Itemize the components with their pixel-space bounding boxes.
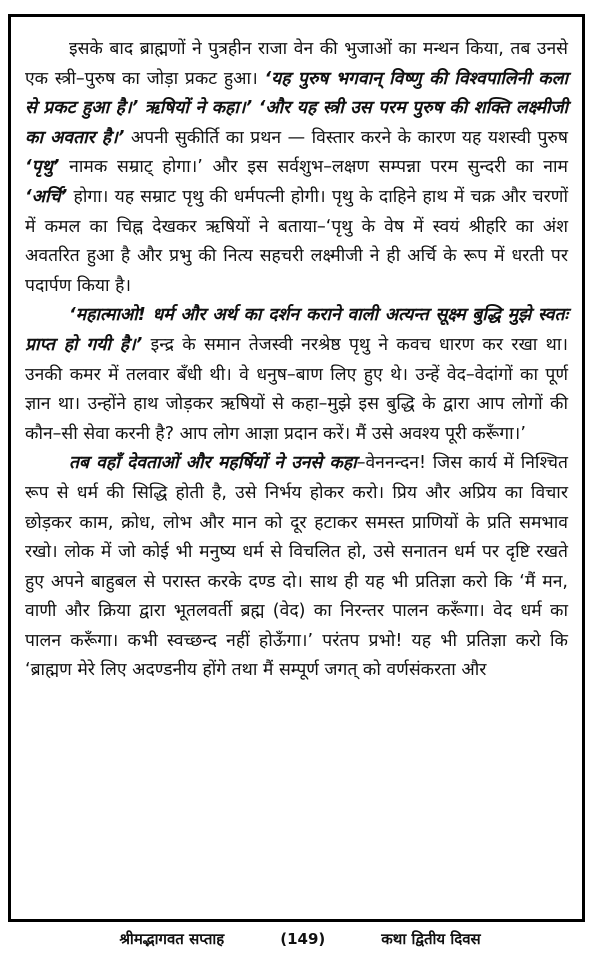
emphasized-quote: ‘यह पुरुष भगवान् विष्णु की विश्वपालिनी कला से प्रकट हुआ है।’ ऋषियों ने कहा।’ ‘और यह स्त्री उस परम पुरुष की शक्ति लक्ष्मीजी का अवतार है।’	[25, 68, 568, 148]
footer-book-title: श्रीमद्भागवत सप्ताह	[119, 930, 225, 948]
text-run: नामक सम्राट् होगा।’ और इस सर्वशुभ–लक्षण सम्पन्ना परम सुन्दरी का नाम	[59, 157, 568, 178]
emphasized-quote: ‘पृथु’	[25, 157, 60, 178]
emphasized-quote: ‘अर्चि’	[25, 186, 68, 207]
page-footer	[0, 924, 600, 954]
paragraph	[25, 35, 568, 301]
text-run: –वेननन्दन! जिस कार्य में निश्चित रूप से धर्म की सिद्धि होती है, उसे निर्भय होकर करो। प्रिय और अप्रिय का विचार छोड़कर काम, क्रोध, लोभ और मान को दूर हटाकर समस्त प्राणियों के प्रति समभाव रखो। लोक में जो कोई भी मनुष्य धर्म से विचलित हो, उसे सनातन धर्म पर दृष्टि रखते हुए अपने बाहुबल से परास्त करके दण्ड दो। साथ ही यह भी प्रतिज्ञा करो कि ‘मैं मन, वाणी और क्रिया द्वारा भूतलवर्ती ब्रह्म (वेद) का निरन्तर पालन करूँगा। वेद धर्म का पालन करूँगा। कभी स्वच्छन्द नहीं होऊँगा।’ परंतप प्रभो! यह भी प्रतिज्ञा करो कि ‘ब्राह्मण मेरे लिए अदण्डनीय होंगे तथा मैं सम्पूर्ण जगत् को वर्णसंकरता और	[25, 453, 568, 681]
emphasized-quote: ‘महात्माओ! धर्म और अर्थ का दर्शन कराने वाली अत्यन्त सूक्ष्म बुद्धि मुझे स्वतः प्राप्त हो गयी है।’	[25, 305, 568, 355]
text-run: इन्द्र के समान तेजस्वी नरश्रेष्ठ पृथु ने कवच धारण कर रखा था। उनकी कमर में तलवार बँधी थी। वे धनुष–बाण लिए हुए थे। उन्हें वेद–वेदांगों का पूर्ण ज्ञान था। उन्होंने हाथ जोड़कर ऋषियों से कहा–मुझे इस बुद्धि के द्वारा आप लोगों की कौन–सी सेवा करनी है? आप लोग आज्ञा प्रदान करें। मैं उसे अवश्य पूरी करूँगा।’	[25, 334, 568, 444]
text-run: इसके बाद ब्राह्मणों ने पुत्रहीन राजा वेन की भुजाओं का मन्थन किया, तब उनसे एक स्त्री–पुरुष का जोड़ा प्रकट हुआ।	[25, 39, 568, 89]
body-text	[11, 17, 582, 686]
paragraph	[25, 301, 568, 449]
page-number: (149)	[280, 930, 326, 948]
paragraph	[25, 449, 568, 686]
emphasized-quote: तब वहाँ देवताओं और महर्षियों ने उनसे कहा	[69, 453, 357, 474]
text-run: होगा। यह सम्राट पृथु की धर्मपत्नी होगी। पृथु के दाहिने हाथ में चक्र और चरणों में कमल का चिह्न देखकर ऋषियों ने बताया–‘पृथु के वेष में स्वयं श्रीहरि का अंश अवतरित हुआ है और प्रभु की नित्य सहचरी लक्ष्मीजी ने ही अर्चि के रूप में धरती पर पदार्पण किया है।	[25, 186, 568, 296]
text-run: अपनी सुकीर्ति का प्रथन — विस्तार करने के कारण यह यशस्वी पुरुष	[124, 127, 568, 148]
page-frame	[8, 14, 585, 922]
footer-section-title: कथा द्वितीय दिवस	[381, 930, 481, 948]
